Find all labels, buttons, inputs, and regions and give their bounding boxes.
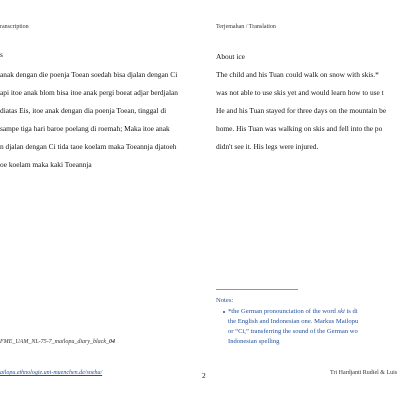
- left-column-header: ranscription: [0, 24, 29, 30]
- right-column-header: Terjemahan / Translation: [216, 24, 276, 30]
- source-link[interactable]: ailopu.ethnologie.uni-muenchen.de/sneha/: [0, 370, 103, 376]
- footer-credit: Tri Hardjanti Rudiel & Luis: [330, 370, 398, 376]
- document-id-prefix: FME_UAM_NL-75-7_mailopu_diary_black_: [0, 339, 109, 345]
- note-line: [228, 308, 358, 315]
- transcription-line: anak dengan die poenja Toean soedah bisa djalan dengan Ci: [0, 70, 178, 79]
- transcription-line: api itoe anak blom bisa itoe anak pergi boeat adjar berdjalan: [0, 88, 178, 97]
- page-number: 2: [202, 371, 206, 380]
- transcription-line: diatas Eis, itoe anak dengan dia poenja Toean, tinggal di: [0, 106, 167, 115]
- notes-label: Notes:: [216, 297, 234, 304]
- transcription-line: oe koelam maka kaki Toeannja: [0, 160, 92, 169]
- document-id: [0, 339, 115, 345]
- note-line: Indonesian spelling: [228, 338, 280, 345]
- document-id-number: 04: [108, 339, 115, 345]
- translation-line: home. His Tuan was walking on skis and fell into the po: [216, 124, 383, 133]
- bullet-icon: [223, 311, 225, 313]
- note-line: or “Ci,” transferring the sound of the German wo: [228, 328, 358, 335]
- transcription-line: n djalan dengan Ci tida taoe koelam maka Toeannja djatoeh: [0, 142, 177, 151]
- transcription-line: sampe tiga hari baroe poelang di roemah; Maka itoe anak: [0, 124, 170, 133]
- right-section-title: About ice: [216, 52, 245, 61]
- notes-separator: [216, 289, 298, 290]
- translation-line: was not able to use skis yet and would learn how to use t: [216, 88, 384, 97]
- left-section-title: s: [0, 50, 3, 59]
- note-text: *the German pronounciation of the word: [228, 308, 338, 315]
- translation-line: The child and his Tuan could walk on snow with skis.*: [216, 70, 379, 79]
- translation-line: He and his Tuan stayed for three days on the mountain be: [216, 106, 387, 115]
- translation-line: didn't see it. His legs were injured.: [216, 142, 319, 151]
- note-text: is di: [344, 308, 358, 315]
- note-line: the English and Indonesian one. Markus Mailopu: [228, 318, 359, 325]
- note-emphasis: ski: [337, 308, 345, 315]
